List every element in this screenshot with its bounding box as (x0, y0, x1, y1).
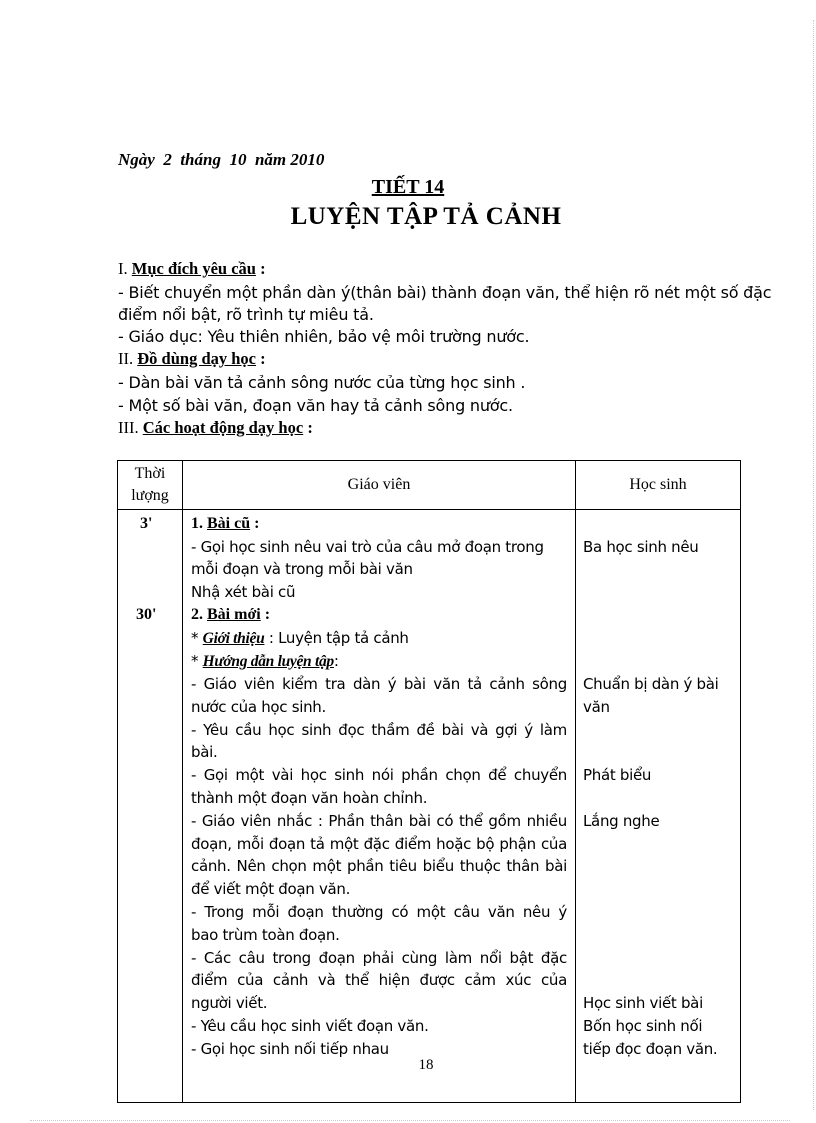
student-line: Chuẩn bị dàn ý bài (583, 675, 719, 693)
header-time-line-1: Thời (134, 465, 166, 482)
lesson-date: Ngày 2 tháng 10 năm 2010 (118, 150, 325, 169)
section-3-suffix: : (303, 418, 313, 437)
teacher-heading-2-label: Bài mới (207, 606, 261, 623)
intro-text: : Luyện tập tả cảnh (264, 629, 409, 647)
teacher-line: - Yêu cầu học sinh viết đoạn văn. (191, 1017, 429, 1035)
section-3-num: III. (118, 418, 139, 437)
student-line: Ba học sinh nêu (583, 538, 699, 556)
teacher-line: nước của học sinh. (191, 698, 326, 716)
teacher-line: bao trùm toàn đoạn. (191, 926, 340, 944)
teacher-line: - Gọi học sinh nêu vai trò của câu mở đoạn trong (191, 538, 544, 556)
header-time-line-2: lượng (131, 487, 169, 504)
student-line: Bốn học sinh nối (583, 1017, 703, 1035)
teacher-heading-2-suffix: : (260, 606, 271, 623)
teacher-line: điểm của cảnh và thể hiện được cảm xúc của (191, 971, 567, 989)
section-1-line-3: - Giáo dục: Yêu thiên nhiên, bảo vệ môi trường nước. (118, 327, 530, 346)
table-header-row (118, 461, 741, 510)
section-2-suffix: : (256, 349, 266, 368)
teacher-heading-1 (191, 515, 259, 533)
teacher-line: - Giáo viên nhắc : Phần thân bài có thể gồm nhiều (191, 812, 567, 830)
teacher-line: mỗi đoạn và trong mỗi bài văn (191, 560, 413, 578)
section-2-num: II. (118, 349, 134, 368)
lesson-number (0, 176, 816, 199)
time-30: 30' (136, 606, 157, 623)
teacher-heading-2-num: 2. (191, 606, 203, 623)
section-2-heading (118, 349, 266, 369)
section-1-label: Mục đích yêu cầu (131, 259, 256, 278)
time-cell (118, 510, 183, 1103)
intro-label: Giới thiệu (202, 630, 265, 647)
time-3: 3' (140, 515, 153, 532)
guide-star: * (191, 652, 203, 670)
activities-table (117, 460, 741, 1103)
section-3-label: Các hoạt động dạy học (142, 418, 304, 437)
student-line: Học sinh viết bài (583, 994, 703, 1012)
teacher-heading-2 (191, 606, 270, 624)
section-3-heading (118, 418, 313, 438)
teacher-line: - Yêu cầu học sinh đọc thầm đề bài và gợi ý làm (191, 721, 567, 739)
header-teacher: Giáo viên (183, 461, 576, 510)
guide-label: Hướng dẫn luyện tập (202, 653, 334, 670)
page-edge-bottom (30, 1120, 790, 1121)
teacher-heading-1-num: 1. (191, 515, 203, 532)
page-edge-right (813, 20, 814, 1110)
student-line: Lắng nghe (583, 812, 660, 830)
lesson-title: LUYỆN TẬP TẢ CẢNH (290, 203, 562, 230)
student-line: tiếp đọc đoạn văn. (583, 1040, 718, 1058)
section-1-num: I. (118, 259, 128, 278)
table-row (118, 510, 741, 1103)
teacher-line: Nhậ xét bài cũ (191, 583, 296, 601)
teacher-heading-1-label: Bài cũ (207, 515, 251, 532)
teacher-heading-1-suffix: : (250, 515, 260, 532)
teacher-cell (183, 510, 576, 1103)
guide-suffix: : (333, 652, 339, 670)
header-student: Học sinh (576, 461, 741, 510)
teacher-line: thành một đoạn văn hoàn chỉnh. (191, 789, 428, 807)
section-1-heading (118, 259, 266, 279)
teacher-line: để viết một đoạn văn. (191, 880, 351, 898)
teacher-line: - Các câu trong đoạn phải cùng làm nổi bật đặc (191, 949, 567, 967)
teacher-guide (191, 652, 339, 671)
student-line: văn (583, 698, 610, 716)
teacher-line: - Trong mỗi đoạn thường có một câu văn nêu ý (191, 903, 567, 921)
student-cell (576, 510, 741, 1103)
section-2-label: Đồ dùng dạy học (137, 349, 256, 368)
teacher-intro (191, 629, 409, 648)
teacher-line: đoạn, mỗi đoạn tả một đặc điểm hoặc bộ phận của (191, 835, 567, 853)
section-1-line-1: - Biết chuyển một phần dàn ý(thân bài) thành đoạn văn, thể hiện rõ nét một số đặc (118, 283, 772, 302)
section-1-suffix: : (255, 259, 266, 278)
header-time (118, 461, 183, 510)
teacher-line: người viết. (191, 994, 268, 1012)
teacher-line: - Gọi học sinh nối tiếp nhau (191, 1040, 389, 1058)
section-2-line-1: - Dàn bài văn tả cảnh sông nước của từng học sinh . (118, 373, 526, 392)
intro-star: * (191, 629, 203, 647)
student-line: Phát biểu (583, 766, 652, 784)
section-2-line-2: - Một số bài văn, đoạn văn hay tả cảnh sông nước. (118, 396, 513, 415)
lesson-number-text: TIẾT 14 (371, 176, 445, 198)
section-1-line-2: điểm nổi bật, rõ trình tự miêu tả. (118, 305, 374, 324)
page-number: 18 (418, 1057, 434, 1073)
teacher-line: cảnh. Nên chọn một phần tiêu biểu thuộc thân bài (191, 857, 567, 875)
teacher-line: - Giáo viên kiểm tra dàn ý bài văn tả cảnh sông (191, 675, 567, 693)
teacher-line: - Gọi một vài học sinh nói phần chọn để chuyển (191, 766, 567, 784)
teacher-line: bài. (191, 743, 218, 761)
